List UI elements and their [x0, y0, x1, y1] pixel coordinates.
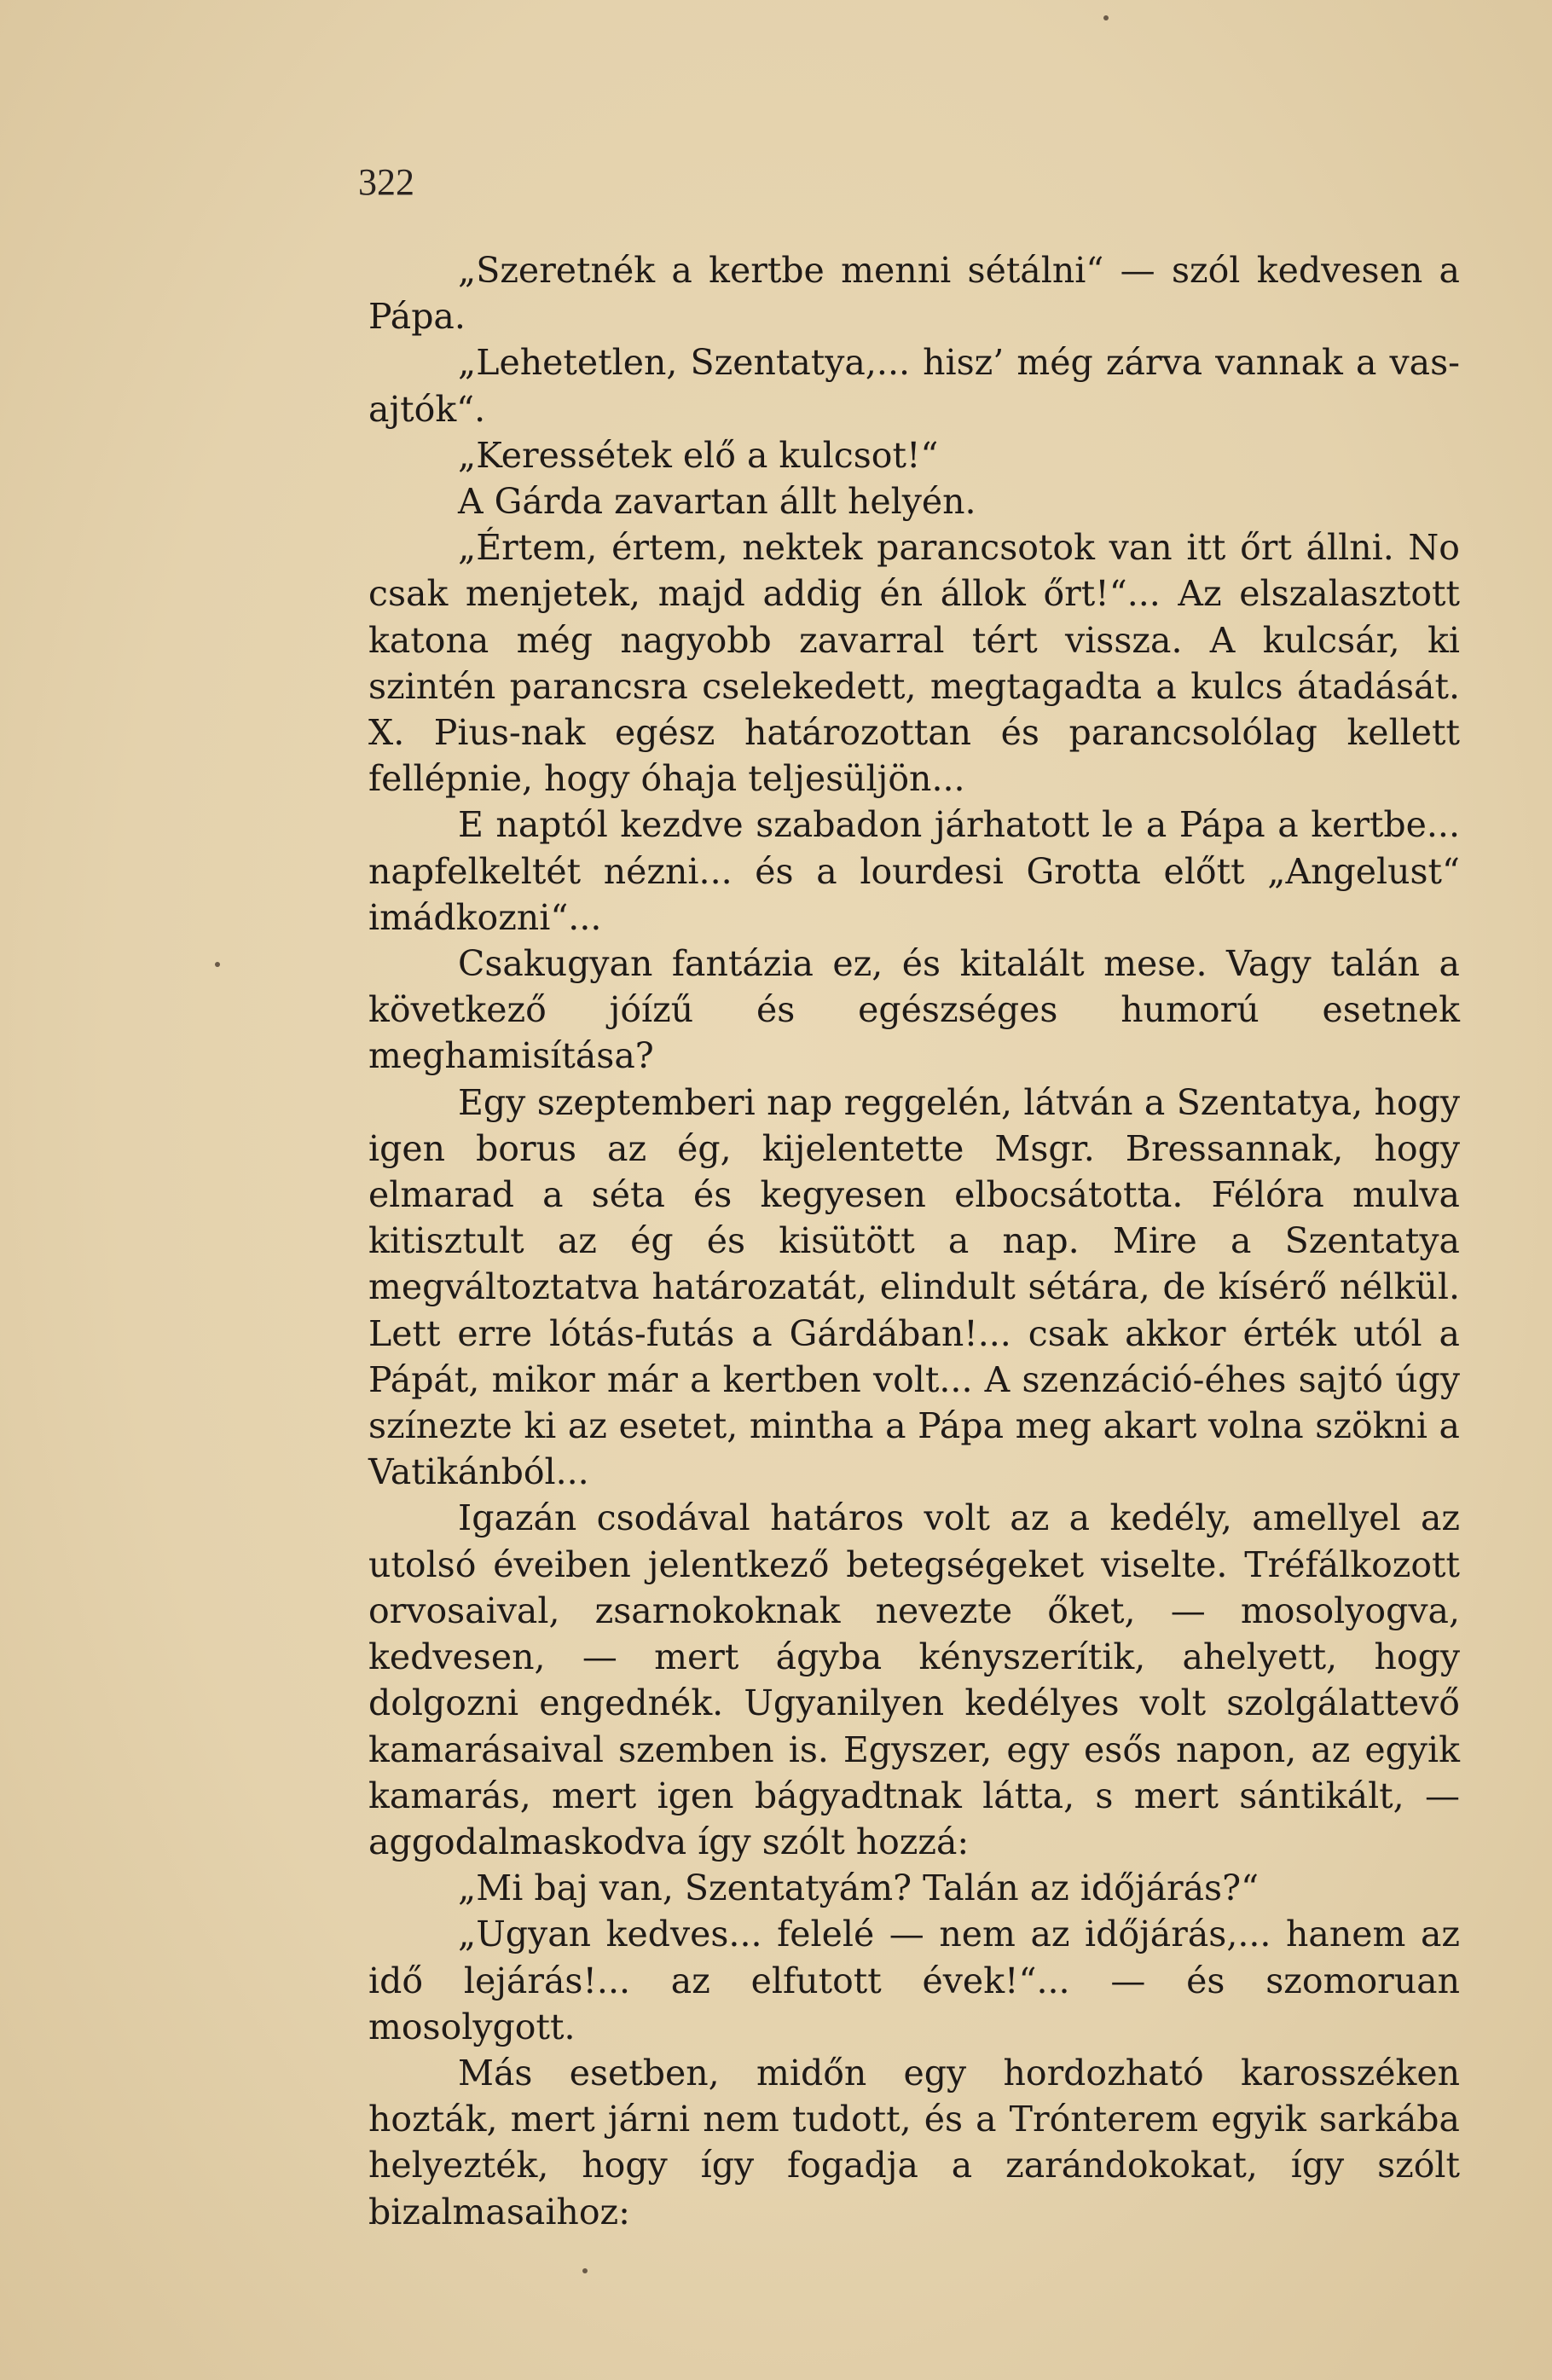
paragraph: Igazán csodával határos volt az a kedély, amellyel az utolsó éveiben jelentkező betegségeket viselte. Tréfálkozott orvosaival, zsarnokoknak nevezte őket, — mosolyogva, kedvesen, — mert ágyba kényszerítik, ahelyett, hogy dolgozni engednék. Ugyanilyen kedélyes volt szolgálattevő kamarásaival szemben is. Egyszer, egy esős napon, az egyik kamarás, mert igen bágyadtnak látta, s mert sántikált, — aggodalmaskodva így szólt hozzá:	[368, 1497, 1460, 1862]
paragraph: E naptól kezdve szabadon járhatott le a Pápa a kertbe... napfelkeltét nézni... és a lourdesi Grotta előtt „Angelust“ imádkozni“...	[368, 804, 1460, 938]
paragraph: „Mi baj van, Szentatyám? Talán az időjárás?“	[458, 1868, 1260, 1909]
paper-speck	[215, 962, 220, 967]
body-text	[368, 247, 1460, 2235]
paragraph: Más esetben, midőn egy hordozható karosszéken hozták, mert járni nem tudott, és a Trónterem egyik sarkába helyezték, hogy így fogadja a zarándokokat, így szólt bizalmasaihoz:	[368, 2052, 1460, 2232]
paper-speck	[1103, 15, 1109, 20]
paragraph: A Gárda zavartan állt helyén.	[458, 481, 976, 523]
paragraph: „Ugyan kedves... felelé — nem az időjárás,... hanem az idő lejárás!... az elfutott évek!“... — és szomoruan mosolygott.	[368, 1914, 1460, 2047]
paragraph: „Értem, értem, nektek parancsotok van itt őrt állni. No csak menjetek, majd addig én állok őrt!“... Az elszalasztott katona még nagyobb zavarral tért vissza. A kulcsár, ki szintén parancsra cselekedett, megtagadta a kulcs átadását. X. Pius-nak egész határozottan és parancsolólag kellett fellépnie, hogy óhaja teljesüljön...	[368, 527, 1460, 800]
paragraph: Csakugyan fantázia ez, és kitalált mese. Vagy talán a következő jóízű és egészséges humorú esetnek meghamisítása?	[368, 943, 1460, 1077]
paragraph: Egy szeptemberi nap reggelén, látván a Szentatya, hogy igen borus az ég, kijelentette Msgr. Bressannak, hogy elmarad a séta és kegyesen elbocsátotta. Félóra mulva kitisztult az ég és kisütött a nap. Mire a Szentatya megváltoztatva határozatát, elindult sétára, de kísérő nélkül. Lett erre lótás-futás a Gárdában!... csak akkor érték utól a Pápát, mikor már a kertben volt... A szenzáció-éhes sajtó úgy színezte ki az esetet, mintha a Pápa meg akart volna szökni a Vatikánból...	[368, 1081, 1460, 1493]
paragraph: „Lehetetlen, Szentatya,... hisz’ még zárva vannak a vas-ajtók“.	[368, 342, 1460, 430]
paragraph: „Keressétek elő a kulcsot!“	[458, 434, 939, 476]
paragraph: „Szeretnék a kertbe menni sétálni“ — szól kedvesen a Pápa.	[368, 250, 1460, 338]
page-number: 322	[358, 161, 414, 203]
paper-speck	[582, 2268, 588, 2273]
